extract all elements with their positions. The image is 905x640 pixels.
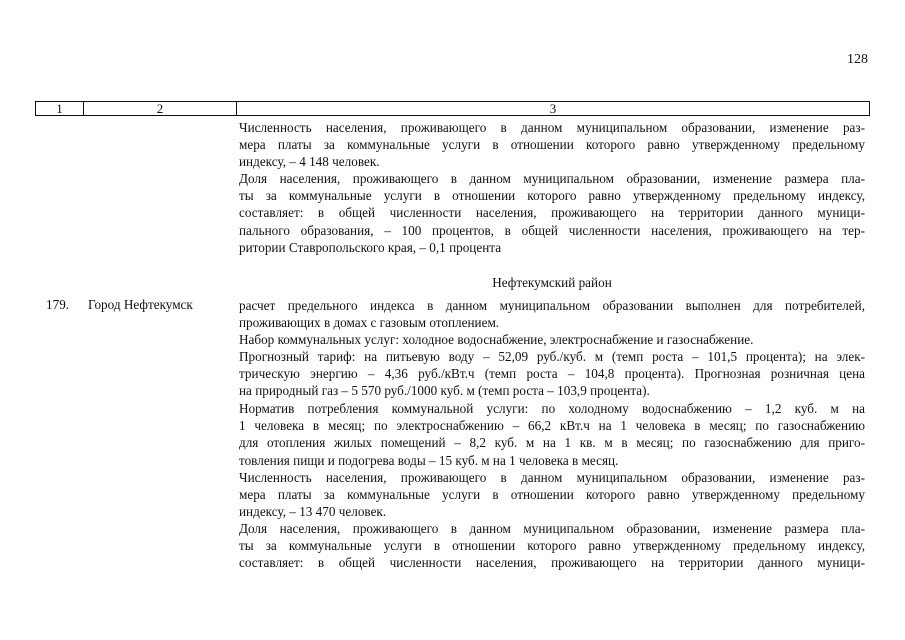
text-line: трическую энергию – 4,36 руб./кВт.ч (темп роста – 104,8 процента). Прогнозная розничная цена: [239, 366, 865, 382]
paragraph-consumption-norm: [239, 400, 865, 469]
text-line: Норматив потребления коммунальной услуги: по холодному водоснабжению – 1,2 куб. м на: [239, 401, 865, 416]
row-number: 179.: [46, 297, 70, 312]
text-line: расчет предельного индекса в данном муниципальном образовании выполнен для потребителей,: [239, 298, 865, 313]
paragraph-services-set: [239, 331, 865, 348]
text-line: для отопления жилых помещений – 8,2 куб. м на 1 кв. м в месяц; по газоснабжению для приго-: [239, 435, 865, 451]
paragraph-population-count-prev: [239, 119, 865, 171]
text-line: Численность населения, проживающего в данном муниципальном образовании, изменение раз-: [239, 120, 865, 135]
table-header-col-3: 3: [549, 101, 557, 116]
text-line: Доля населения, проживающего в данном муниципальном образовании, изменение размера пла-: [239, 171, 865, 186]
text-line: составляет: в общей численности населения, проживающего на территории данного муници-: [239, 205, 865, 221]
text-line: Доля населения, проживающего в данном муниципальном образовании, изменение размера пла-: [239, 521, 865, 536]
text-line: Набор коммунальных услуг: холодное водоснабжение, электроснабжение и газоснабжение.: [239, 332, 754, 347]
table-header-col-2: 2: [84, 102, 237, 115]
table-header-col-1: 1: [36, 102, 84, 115]
text-line: 1 человека в месяц; по электроснабжению – 66,2 кВт.ч на 1 человека в месяц; по газоснабжению: [239, 418, 865, 434]
paragraph-population-share: [239, 520, 865, 572]
text-line: мера платы за коммунальные услуги в отношении которого равно утвержденному предельному: [239, 487, 865, 503]
paragraph-population-share-prev: [239, 170, 865, 256]
page-number: 128: [847, 52, 868, 67]
table-header: [35, 101, 870, 116]
text-line: ритории Ставропольского края, – 0,1 процента: [239, 239, 502, 255]
text-line: ты за коммунальные услуги в отношении которого равно утвержденному предельному индексу,: [239, 188, 865, 204]
paragraph-forecast-tariff: [239, 348, 865, 400]
text-line: индексу, – 13 470 человек.: [239, 504, 387, 520]
text-line: ты за коммунальные услуги в отношении которого равно утвержденному предельному индексу,: [239, 538, 865, 554]
text-line: товления пищи и подогрева воды – 15 куб. м на 1 человека в месяц.: [239, 452, 619, 468]
paragraph-population-count: [239, 469, 865, 521]
text-line: пального образования, – 100 процентов, в общей численности населения, проживающего на тер-: [239, 222, 865, 238]
district-title: Нефтекумский район: [492, 275, 612, 290]
text-line: индексу, – 4 148 человек.: [239, 154, 380, 170]
paragraph-calculation-basis: [239, 297, 865, 331]
text-line: на природный газ – 5 570 руб./1000 куб. м (темп роста – 103,9 процента).: [239, 383, 650, 399]
text-line: составляет: в общей численности населения, проживающего на территории данного муници-: [239, 555, 865, 571]
row-municipality-name: Город Нефтекумск: [88, 297, 193, 312]
text-line: мера платы за коммунальные услуги в отношении которого равно утвержденному предельному: [239, 137, 865, 153]
text-line: проживающих в домах с газовым отоплением.: [239, 315, 500, 331]
text-line: Численность населения, проживающего в данном муниципальном образовании, изменение раз-: [239, 470, 865, 485]
text-line: Прогнозный тариф: на питьевую воду – 52,09 руб./куб. м (темп роста – 101,5 процента); на элек-: [239, 349, 865, 364]
